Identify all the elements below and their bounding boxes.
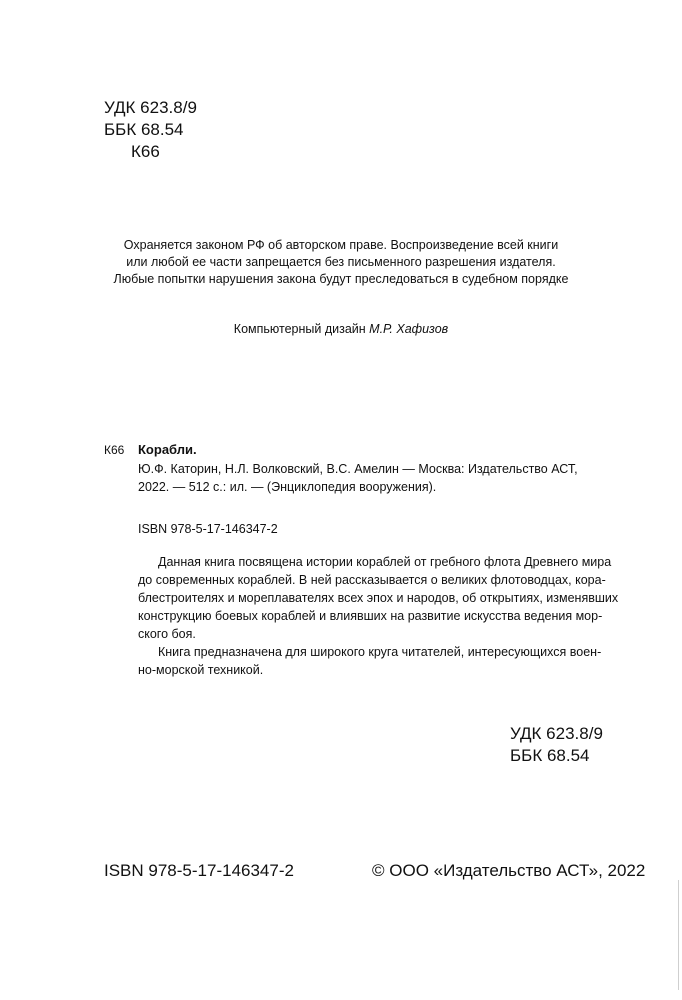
catalog-line-1: Ю.Ф. Каторин, Н.Л. Волковский, В.С. Амелин — Москва: Издательство АСТ, bbox=[138, 462, 578, 476]
catalog-isbn: ISBN 978-5-17-146347-2 bbox=[138, 522, 278, 536]
scan-edge-mark bbox=[678, 880, 679, 990]
annotation-p1-line-1: Данная книга посвящена истории кораблей от гребного флота Древнего мира bbox=[158, 555, 612, 569]
footer-copyright: © ООО «Издательство АСТ», 2022 bbox=[372, 861, 646, 880]
catalog-line-2: 2022. — 512 с.: ил. — (Энциклопедия вооружения). bbox=[138, 480, 437, 494]
annotation-p1-line-2: до современных кораблей. В ней рассказывается о великих флотоводцах, кора- bbox=[138, 573, 606, 587]
catalog-title: Корабли. bbox=[138, 442, 197, 457]
copyright-notice-line-2: или любой ее части запрещается без письменного разрешения издателя. bbox=[126, 255, 556, 269]
catalog-author-mark: К66 bbox=[104, 443, 125, 457]
copyright-notice-line-3: Любые попытки нарушения закона будут преследоваться в судебном порядке bbox=[113, 272, 569, 286]
annotation-p1-line-3: блестроителях и мореплавателях всех эпох и народов, об открытиях, изменявших bbox=[138, 591, 619, 605]
design-credit bbox=[0, 322, 682, 336]
author-mark-top: К66 bbox=[131, 142, 160, 161]
bbk-bottom: ББК 68.54 bbox=[510, 746, 590, 765]
udk-bottom: УДК 623.8/9 bbox=[510, 724, 603, 743]
design-credit-label: Компьютерный дизайн bbox=[233, 322, 366, 336]
annotation-p1-line-4: конструкцию боевых кораблей и влиявших на развитие искусства ведения мор- bbox=[138, 609, 603, 623]
footer-isbn: ISBN 978-5-17-146347-2 bbox=[104, 861, 294, 880]
bbk-top: ББК 68.54 bbox=[104, 120, 184, 139]
annotation-p1-line-5: ского боя. bbox=[138, 627, 196, 641]
annotation-p2-line-2: но-морской техникой. bbox=[138, 663, 264, 677]
udk-top: УДК 623.8/9 bbox=[104, 98, 197, 117]
annotation-p2-line-1: Книга предназначена для широкого круга читателей, интересующихся воен- bbox=[158, 645, 602, 659]
copyright-notice-line-1: Охраняется законом РФ об авторском праве. Воспроизведение всей книги bbox=[123, 238, 559, 252]
design-credit-name: М.Р. Хафизов bbox=[369, 322, 449, 336]
